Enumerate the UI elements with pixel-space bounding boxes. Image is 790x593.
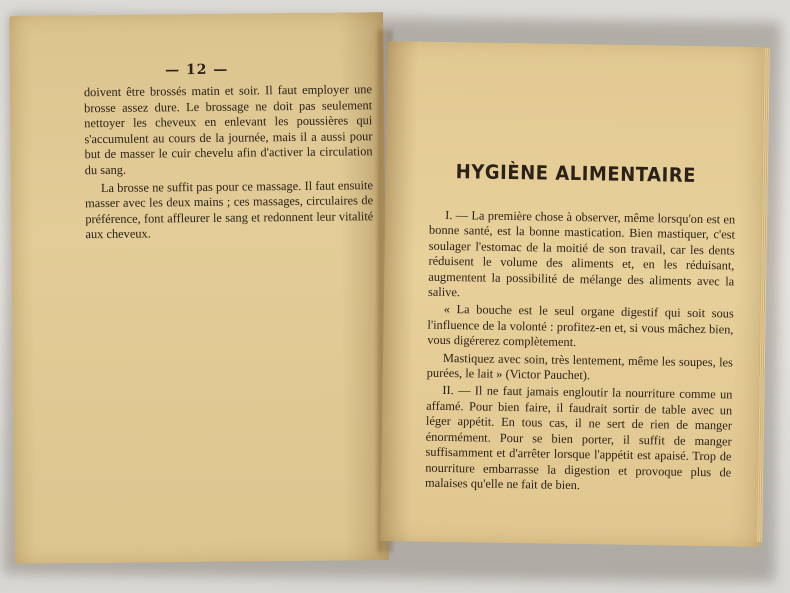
right-page-text <box>425 208 735 498</box>
right-paragraph: « La bouche est le seul organe digestif qui soit sous l'influence de la volonté : profitez-en et, si vous mâchez bien, vous digérerez complètement. <box>427 302 734 350</box>
left-page <box>9 12 389 564</box>
right-paragraph: II. — Il ne faut jamais engloutir la nourriture comme un affamé. Pour bien faire, il faudrait sortir de table avec un léger appétit. En tous cas, il ne sert de rien de manger énormément. Pour se bien porter, il suffit de manger suffisamment et d'arrêter lorsque l'appétit est apaisé. Trop de nourriture embarrasse la digestion et provoque plus de malaises qu'elle ne fait de bien. <box>424 383 733 493</box>
chapter-title: HYGIÈNE ALIMENTAIRE <box>455 160 697 187</box>
left-paragraph: La brosse ne suffit pas pour ce massage. Il faut ensuite masser avec les deux mains ; ces massages, circulaires de préférence, font affleurer le sang et redonnent leur vitalité aux cheveux. <box>85 177 374 242</box>
left-paragraph: doivent être brossés matin et soir. Il faut employer une brosse assez dure. Le brossage ne doit pas seulement nettoyer les cheveux en enlevant les poussières qui s'accumulent au cours de la journée, mais il a aussi pour but de masser le cuir chevelu afin d'activer la circulation du sang. <box>83 82 373 178</box>
left-page-text <box>84 82 374 245</box>
page-number: — 12 — <box>165 61 229 79</box>
right-page <box>380 41 768 547</box>
right-paragraph: Mastiquez avec soin, très lentement, même les soupes, les purées, le lait » (Victor Pauchet). <box>426 350 734 383</box>
right-paragraph: I. — La première chose à observer, même lorsqu'on est en bonne santé, est la bonne mastication. Bien mastiquer, c'est soulager l'estomac de la moitié de son travail, car les dents réduisent le volume des aliments et, en les réduisant, augmentent la possibilité de mélange des aliments avec la salive. <box>427 207 736 300</box>
